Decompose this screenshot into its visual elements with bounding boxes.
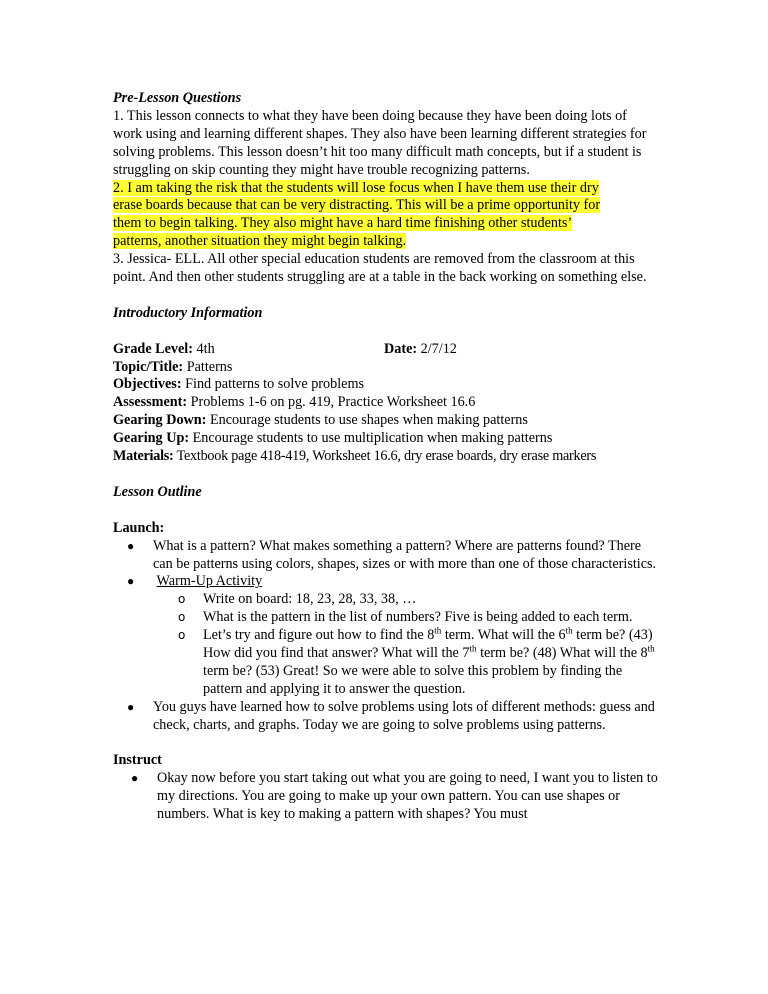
outline-title: Lesson Outline <box>113 483 202 500</box>
topic-row <box>113 359 658 377</box>
launch-label: Launch: <box>113 519 165 536</box>
warmup-label: Warm-Up Activity <box>156 573 263 590</box>
date-field <box>384 341 457 359</box>
bullet-icon: ● <box>127 538 135 553</box>
date-label: Date: <box>384 340 418 357</box>
gearing-up-row <box>113 430 658 448</box>
warmup-step-text: Let’s try and figure out how to find the 8th term. What will the 6th term be? (43) How did you find that answer? What will the 7th term be? (48) What will the 8th term be? (53) Great! So we were able to solve this problem by finding the pattern and applying it to answer the question. <box>203 625 655 697</box>
objectives-row <box>113 376 658 394</box>
highlight-line: 2. I am taking the risk that the students will lose focus when I have them use their dry <box>113 179 599 196</box>
list-item <box>113 573 658 698</box>
pre-lesson-q3: 3. Jessica- ELL. All other special education students are removed from the classroom at this point. And then other students struggling are at a table in the back working on something else. <box>113 251 647 286</box>
assessment-row <box>113 394 658 412</box>
warmup-list <box>153 591 658 698</box>
highlight-line: patterns, another situation they might begin talking. <box>113 233 407 250</box>
objectives-value: Find patterns to solve problems <box>181 376 365 393</box>
gearing-up-label: Gearing Up: <box>113 430 190 447</box>
gearing-down-row <box>113 412 658 430</box>
topic-label: Topic/Title: <box>113 358 184 375</box>
list-item <box>113 770 658 824</box>
assessment-label: Assessment: <box>113 394 188 411</box>
instruct-list <box>113 770 658 824</box>
list-item <box>153 627 658 699</box>
materials-value: Textbook page 418-419, Worksheet 16.6, dry erase boards, dry erase markers <box>173 448 597 465</box>
intro-title: Introductory Information <box>113 304 263 321</box>
launch-item-text: You guys have learned how to solve problems using lots of different methods: guess and check, charts, and graphs. Today we are going to solve problems using patterns. <box>153 698 655 733</box>
list-item <box>113 699 658 735</box>
list-item <box>113 538 658 574</box>
gearing-up-value: Encourage students to use multiplication when making patterns <box>189 430 553 447</box>
pre-lesson-title: Pre-Lesson Questions <box>113 90 242 106</box>
materials-row <box>113 448 658 466</box>
grade-row <box>113 341 658 359</box>
launch-list <box>113 538 658 735</box>
list-item <box>153 591 658 609</box>
highlight-line: erase boards because that can be very distracting. This will be a prime opportunity for <box>113 197 601 214</box>
document-page <box>113 90 658 824</box>
grade-label: Grade Level: <box>113 340 193 357</box>
circle-bullet-icon: o <box>178 592 186 607</box>
materials-label: Materials: <box>113 448 174 465</box>
pre-lesson-q1: 1. This lesson connects to what they have been doing because they have been doing lots of work using and learning different shapes. They also have been learning different strategies for solving problems. This lesson doesn’t hit too many difficult math concepts, but if a student is struggling on skip counting they might have trouble recognizing patterns. <box>113 107 647 178</box>
assessment-value: Problems 1-6 on pg. 419, Practice Worksheet 16.6 <box>187 394 476 411</box>
gearing-down-label: Gearing Down: <box>113 412 207 429</box>
warmup-step-text: What is the pattern in the list of numbers? Five is being added to each term. <box>203 609 633 626</box>
date-value: 2/7/12 <box>417 340 457 357</box>
objectives-label: Objectives: <box>113 376 182 393</box>
warmup-step-text: Write on board: 18, 23, 28, 33, 38, … <box>203 591 417 608</box>
circle-bullet-icon: o <box>178 628 186 643</box>
gearing-down-value: Encourage students to use shapes when making patterns <box>206 412 528 429</box>
pre-lesson-q2 <box>113 180 658 252</box>
launch-item-text: What is a pattern? What makes something a pattern? Where are patterns found? There can be patterns using colors, shapes, sizes or with more than one of those characteristics. <box>153 537 657 572</box>
bullet-icon: ● <box>127 699 135 714</box>
bullet-icon: ● <box>127 574 135 589</box>
list-item <box>153 609 658 627</box>
circle-bullet-icon: o <box>178 610 186 625</box>
instruct-label: Instruct <box>113 752 162 769</box>
topic-value: Patterns <box>183 358 233 375</box>
highlight-line: them to begin talking. They also might have a hard time finishing other students’ <box>113 215 573 232</box>
instruct-item-text: Okay now before you start taking out what you are going to need, I want you to listen to my directions. You are going to make up your own pattern. You can use shapes or numbers. What is key to making a pattern with shapes? You must <box>157 770 658 823</box>
bullet-icon: ● <box>131 771 139 786</box>
grade-value: 4th <box>192 340 215 357</box>
